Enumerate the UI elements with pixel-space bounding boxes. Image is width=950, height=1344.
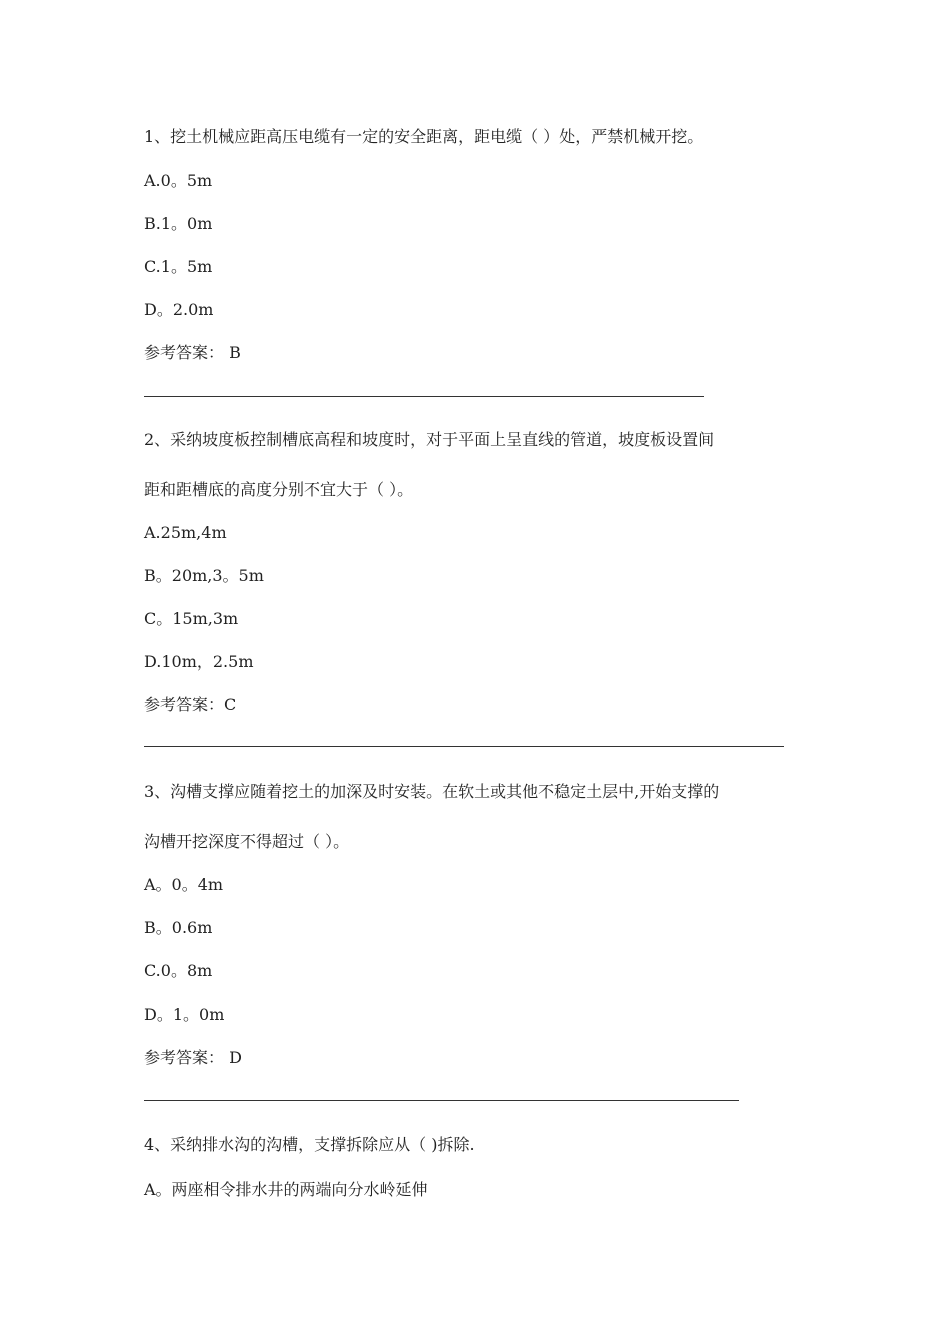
question-1-option-c: C.1。5m bbox=[144, 257, 213, 276]
question-3-answer: 参考答案： D bbox=[144, 1048, 242, 1067]
question-1-text: 1、挖土机械应距高压电缆有一定的安全距离，距电缆（ ）处，严禁机械开挖。 bbox=[144, 127, 704, 146]
question-2-option-b: B。20m,3。5m bbox=[144, 566, 264, 585]
question-3-option-b: B。0.6m bbox=[144, 918, 213, 937]
question-2-option-c: C。15m,3m bbox=[144, 609, 239, 628]
question-3-option-d: D。1。0m bbox=[144, 1005, 225, 1024]
question-4-text: 4、采纳排水沟的沟槽，支撑拆除应从（ )拆除. bbox=[144, 1135, 475, 1154]
question-2-option-d: D.10m，2.5m bbox=[144, 652, 254, 671]
question-3-text-line-1: 3、沟槽支撑应随着挖土的加深及时安装。在软土或其他不稳定土层中,开始支撑的 bbox=[144, 782, 720, 801]
question-1-option-b: B.1。0m bbox=[144, 214, 213, 233]
question-4-option-a: A。两座相令排水井的两端向分水岭延伸 bbox=[144, 1180, 428, 1199]
separator-line bbox=[144, 1100, 739, 1101]
question-2-option-a: A.25m,4m bbox=[144, 523, 227, 542]
question-3-option-a: A。0。4m bbox=[144, 875, 224, 894]
question-2-answer: 参考答案：C bbox=[144, 695, 237, 714]
question-1-option-a: A.0。5m bbox=[144, 171, 213, 190]
separator-line bbox=[144, 746, 784, 747]
question-2-text-line-1: 2、采纳坡度板控制槽底高程和坡度时，对于平面上呈直线的管道，坡度板设置间 bbox=[144, 430, 715, 449]
separator-line bbox=[144, 396, 704, 397]
question-2-text-line-2: 距和距槽底的高度分别不宜大于（ ）。 bbox=[144, 480, 414, 499]
question-1-option-d: D。2.0m bbox=[144, 300, 214, 319]
question-3-option-c: C.0。8m bbox=[144, 961, 213, 980]
question-1-answer: 参考答案： B bbox=[144, 343, 241, 362]
question-3-text-line-2: 沟槽开挖深度不得超过（ ）。 bbox=[144, 832, 350, 851]
